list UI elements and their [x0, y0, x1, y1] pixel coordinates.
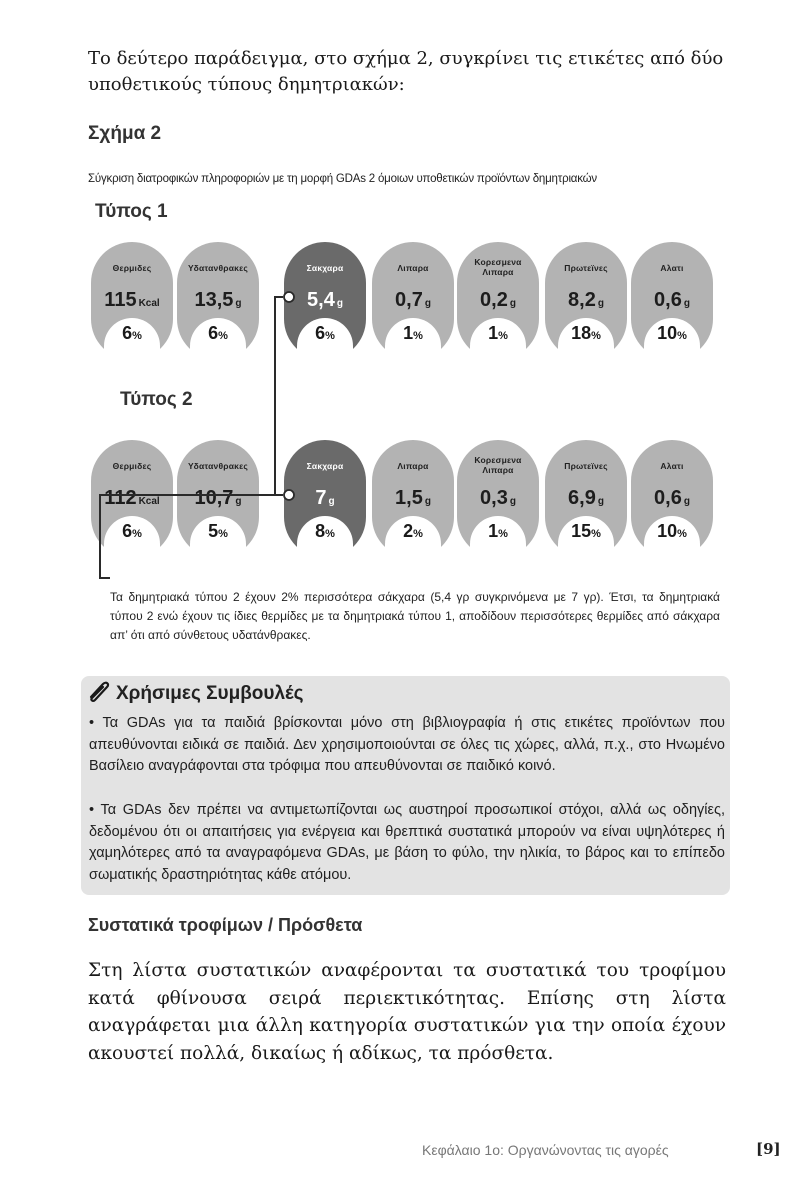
section-heading: Συστατικά τροφίμων / Πρόσθετα: [88, 915, 363, 935]
percent-value: 1: [403, 323, 414, 343]
amount-unit: Kcal: [138, 496, 160, 507]
percent-value: 5: [208, 521, 219, 541]
amount-unit: g: [683, 298, 690, 309]
amount-unit: g: [509, 298, 516, 309]
amount-unit: g: [336, 298, 343, 309]
amount-value: 7: [315, 487, 327, 509]
amount-value: 0,2: [480, 289, 508, 311]
nutrient-name: Πρωτεϊνες: [564, 263, 608, 273]
nutrient-name: Θερμιδες: [112, 461, 152, 471]
type-2-label: Τύπος 2: [120, 389, 193, 410]
percent-value: 1: [488, 521, 499, 541]
percent-sign: %: [325, 330, 335, 342]
amount-unit: g: [328, 496, 335, 507]
amount-value: 6,9: [568, 487, 596, 509]
percent-value: 15: [571, 521, 592, 541]
nutrient-name: Αλατι: [660, 263, 684, 273]
percent-sign: %: [218, 528, 228, 540]
nutrient-name: Λιπαρα: [397, 263, 429, 273]
percent-value: 10: [657, 323, 678, 343]
amount-unit: g: [235, 496, 242, 507]
percent-value: 18: [571, 323, 592, 343]
amount-unit: Kcal: [138, 298, 160, 309]
page-number: [9]: [756, 1140, 781, 1158]
nutrient-name: Σακχαρα: [306, 263, 344, 273]
percent-sign: %: [498, 330, 508, 342]
percent-sign: %: [413, 528, 423, 540]
amount-unit: g: [683, 496, 690, 507]
figure-title: Σχήμα 2: [88, 123, 162, 144]
percent-sign: %: [677, 330, 687, 342]
nutrient-name: Σακχαρα: [306, 461, 344, 471]
amount-unit: g: [424, 496, 431, 507]
nutrient-name: Κορεσμενα Λιπαρα: [474, 257, 522, 277]
amount-unit: g: [509, 496, 516, 507]
amount-value: 0,6: [654, 289, 682, 311]
percent-value: 6: [315, 323, 326, 343]
nutrient-name: Αλατι: [660, 461, 684, 471]
percent-sign: %: [677, 528, 687, 540]
amount-value: 0,6: [654, 487, 682, 509]
nutrient-name: Υδατανθρακες: [188, 263, 248, 273]
percent-sign: %: [413, 330, 423, 342]
percent-value: 1: [488, 323, 499, 343]
percent-sign: %: [132, 330, 142, 342]
amount-unit: g: [597, 298, 604, 309]
amount-value: 0,3: [480, 487, 508, 509]
amount-value: 0,7: [395, 289, 423, 311]
figure-caption: Σύγκριση διατροφικών πληροφοριών με τη μορφή GDAs 2 όμοιων υποθετικών προϊόντων δημητριακών: [88, 173, 597, 185]
percent-value: 6: [122, 521, 133, 541]
paperclip-icon: [84, 679, 114, 705]
percent-value: 2: [403, 521, 414, 541]
amount-value: 115: [104, 289, 137, 311]
nutrient-name: Θερμιδες: [112, 263, 152, 273]
percent-value: 8: [315, 521, 326, 541]
section-paragraph: Στη λίστα συστατικών αναφέρονται τα συστατικά του τροφίμου κατά φθίνουσα σειρά περιεκτικότητας. Επίσης στη λίστα αναγράφεται μια άλλη κατηγορία συστατικών για την οποία έχουν ακουστεί πολλά, δικαίως ή αδίκως, τα πρόσθετα.: [88, 960, 726, 1064]
percent-sign: %: [591, 330, 601, 342]
percent-sign: %: [132, 528, 142, 540]
percent-sign: %: [498, 528, 508, 540]
amount-unit: g: [597, 496, 604, 507]
amount-value: 10,7: [194, 487, 234, 509]
percent-value: 6: [122, 323, 133, 343]
percent-sign: %: [218, 330, 228, 342]
comparison-note: Τα δημητριακά τύπου 2 έχουν 2% περισσότερα σάκχαρα (5,4 γρ συγκρινόμενα με 7 γρ). Έτσι, τα δημητριακά τύπου 2 ενώ έχουν τις ίδιες θερμίδες με τα δημητριακά τύπου 1, αποδίδουν περισσότερες θερμίδες από σάκχαρα απ’ ότι από σύνθετους υδατάνθρακες.: [110, 590, 720, 642]
footer-chapter: Κεφάλαιο 1ο: Οργανώνοντας τις αγορές: [422, 1142, 669, 1158]
amount-value: 1,5: [395, 487, 423, 509]
nutrient-name: Κορεσμενα Λιπαρα: [474, 455, 522, 475]
nutrient-name: Υδατανθρακες: [188, 461, 248, 471]
percent-sign: %: [591, 528, 601, 540]
tip-item: • Τα GDAs για τα παιδιά βρίσκονται μόνο στη βιβλιογραφία ή στις ετικέτες προϊόντων που απευθύνονται ειδικά σε παιδιά. Δεν χρησιμοποιούνται σε όλες τις χώρες, αλλά, π.χ., στο Ηνωμένο Βασίλειο αναγράφονται στα τρόφιμα που απευθύνονται σε παιδικό κοινό.: [89, 715, 725, 774]
amount-value: 112: [104, 487, 137, 509]
amount-unit: g: [424, 298, 431, 309]
amount-value: 8,2: [568, 289, 596, 311]
tips-title: Χρήσιμες Συμβουλές: [116, 683, 304, 704]
nutrient-name: Πρωτεϊνες: [564, 461, 608, 471]
intro-paragraph: Το δεύτερο παράδειγμα, στο σχήμα 2, συγκρίνει τις ετικέτες από δύο υποθετικούς τύπους δημητριακών:: [88, 48, 724, 95]
amount-value: 5,4: [307, 289, 335, 311]
percent-sign: %: [325, 528, 335, 540]
amount-unit: g: [235, 298, 242, 309]
percent-value: 6: [208, 323, 219, 343]
type-1-label: Τύπος 1: [95, 201, 168, 222]
tip-item: • Τα GDAs δεν πρέπει να αντιμετωπίζονται ως αυστηροί προσωπικοί στόχοι, αλλά ως οδηγίες, δεδομένου ότι οι απαιτήσεις για ενέργεια και θρεπτικά συστατικά μπορούν να είναι υψηλότερες ή χαμηλότερες από τα αναγραφόμενα GDAs, με βάση το φύλο, την ηλικία, το βάρος και το επίπεδο σωματικής δραστηριότητας κάθε ατόμου.: [89, 802, 725, 883]
nutrient-name: Λιπαρα: [397, 461, 429, 471]
amount-value: 13,5: [194, 289, 234, 311]
percent-value: 10: [657, 521, 678, 541]
